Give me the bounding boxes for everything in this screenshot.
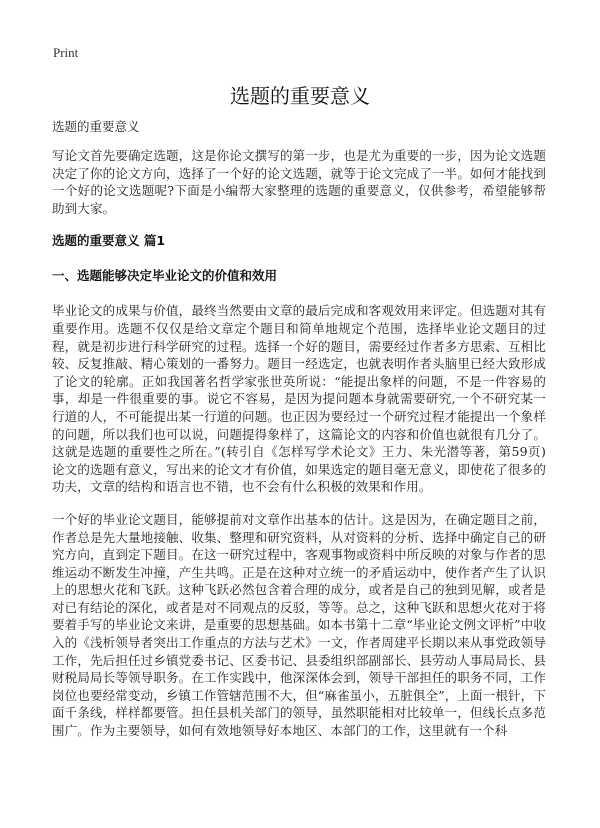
subsection-heading: 一、选题能够决定毕业论文的价值和效用: [52, 268, 278, 284]
section-heading: 选题的重要意义 篇1: [52, 233, 166, 249]
document-body: [52, 118, 546, 755]
document-subtitle: 选题的重要意义: [52, 119, 140, 134]
body-paragraph-2: 一个好的毕业论文题目，能够提前对文章作出基本的估计。这是因为，在确定题目之前，作者总是先大量地接触、收集、整理和研究资料，从对资料的分析、选择中确定自己的研究方向，直到定下题目。在这一研究过程中，客观事物或资料中所反映的对象与作者的思维运动不断发生冲撞，产生共鸣。正是在这种对立统一的矛盾运动中，使作者产生了认识上的思想火花和飞跃。这种飞跃必然包含着合理的成分，或者是自己的独到见解，或者是对已有结论的深化，或者是对不同观点的反驳，等等。总之，这种飞跃和思想火花对于将要着手写的毕业论文来讲，是重要的思想基础。如本书第十二章“毕业论文例文评析”中收入的《浅析领导者突出工作重点的方法与艺术》一文，作者周建平长期以来从事党政领导工作，先后担任过乡镇党委书记、区委书记、县委组织部副部长、县劳动人事局局长、县财税局局长等领导职务。在工作实践中，他深深体会到，领导干部担任的职务不同，工作岗位也要经常变动，乡镇工作管辖范围不大，但“麻雀虽小，五脏俱全”，上面一根针，下面千条线，样样都要管。担任县机关部门的领导，虽然职能相对比较单一，但线长点多范围广。作为主要领导，如何有效地领导好本地区、本部门的工作，这里就有一个科: [52, 511, 546, 739]
body-paragraph-1: 毕业论文的成果与价值，最终当然要由文章的最后完成和客观效用来评定。但选题对其有重要作用。选题不仅仅是给文章定个题目和简单地规定个范围，选择毕业论文题目的过程，就是初步进行科学研究的过程。选择一个好的题目，需要经过作者多方思索、互相比较、反复推敲、精心策划的一番努力。题目一经选定，也就表明作者头脑里已经大致形成了论文的轮廓。正如我国著名哲学家张世英所说：“能提出象样的问题，不是一件容易的事，却是一件很重要的事。说它不容易，是因为提问题本身就需要研究,一个不研究某一行道的人，不可能提出某一行道的问题。也正因为要经过一个研究过程才能提出一个象样的问题，所以我们也可以说，问题提得象样了，这篇论文的内容和价值也就很有几分了。这就是选题的重要性之所在。”(转引自《怎样写学术论文》王力、朱光潜等著，第59页)论文的选题有意义，写出来的论文才有价值，如果选定的题目毫无意义，即使花了很多的功夫，文章的结构和语言也不错，也不会有什么积极的效果和作用。: [52, 303, 546, 495]
intro-paragraph: 写论文首先要确定选题，这是你论文撰写的第一步，也是尤为重要的一步，因为论文选题决定了你的论文方向，选择了一个好的论文选题，就等于论文完成了一半。如何才能找到一个好的论文选题呢?下面是小编帮大家整理的选题的重要意义，仅供参考，希望能够帮助到大家。: [52, 148, 546, 216]
document-title: 选题的重要意义: [230, 84, 370, 108]
print-link[interactable]: Print: [53, 45, 79, 60]
